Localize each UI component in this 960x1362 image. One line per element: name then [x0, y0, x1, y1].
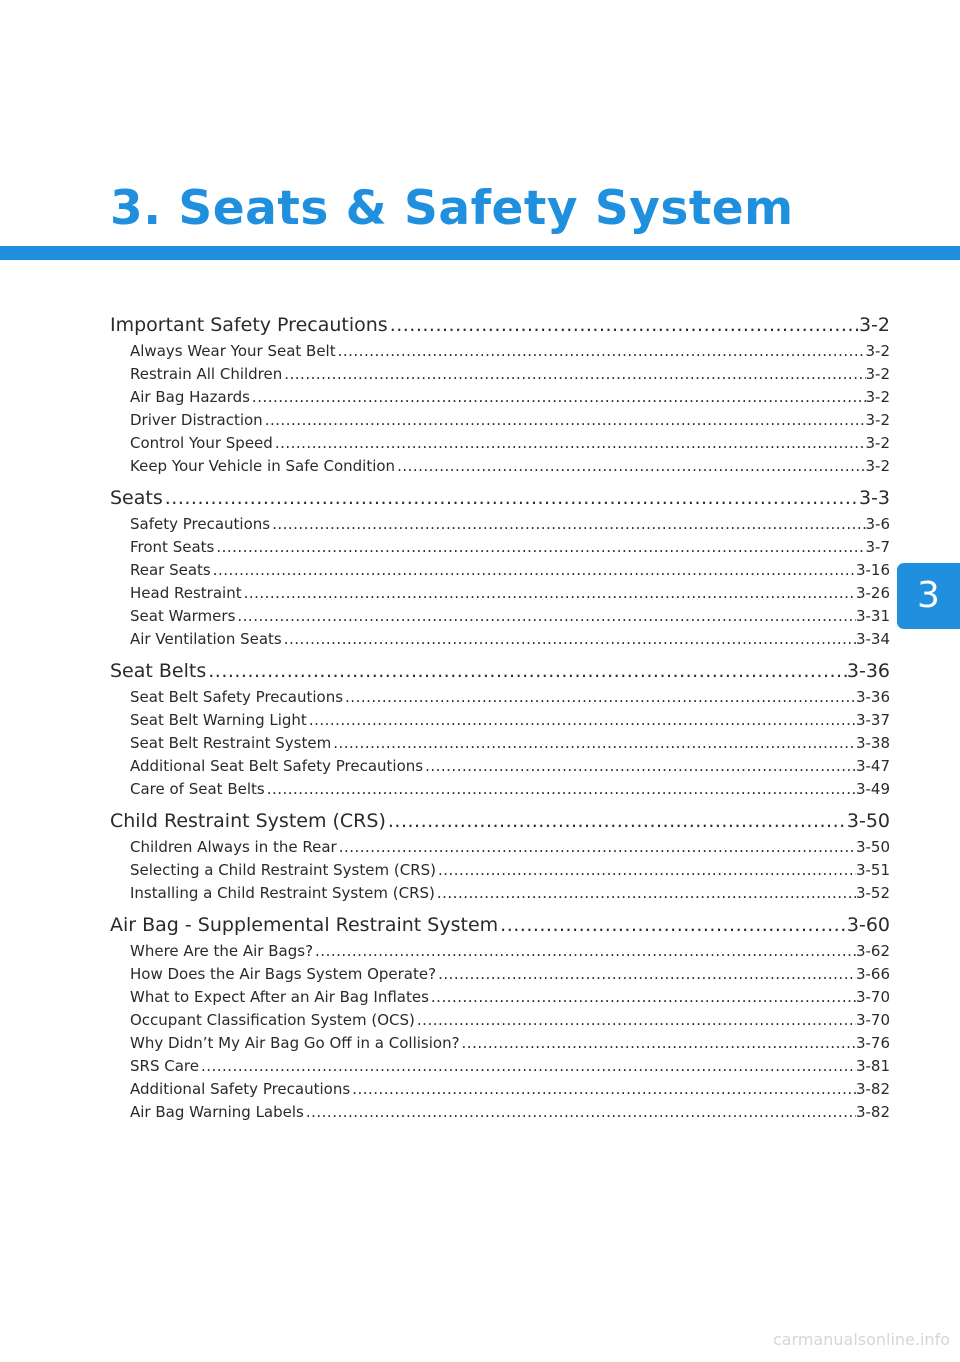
toc-item-title: Care of Seat Belts: [130, 780, 265, 798]
toc-item-installing-a-child-restraint-system-crs[interactable]: [110, 882, 890, 905]
title-underline-bar: [0, 246, 960, 260]
dot-leader: [350, 1078, 856, 1101]
toc-item-page-number: 3-70: [855, 1011, 890, 1029]
toc-item-title: Additional Seat Belt Safety Precautions: [130, 757, 424, 775]
dot-leader: [211, 559, 856, 582]
dot-leader: [265, 778, 856, 801]
toc-item-keep-your-vehicle-in-safe-condition[interactable]: [110, 455, 890, 478]
toc-item-page-number: 3-50: [855, 838, 890, 856]
toc-item-additional-safety-precautions[interactable]: [110, 1078, 890, 1101]
toc-item-page-number: 3-37: [855, 711, 890, 729]
toc-item-page-number: 3-16: [855, 561, 890, 579]
toc-item-page-number: 3-26: [855, 584, 890, 602]
toc-item-title: Driver Distraction: [130, 411, 263, 429]
toc-section-title: Air Bag - Supplemental Restraint System: [110, 914, 499, 936]
toc-item-title: SRS Care: [130, 1057, 199, 1075]
toc-section: [110, 910, 890, 1124]
toc-item-title: Occupant Classification System (OCS): [130, 1011, 415, 1029]
toc-item-title: Air Bag Warning Labels: [130, 1103, 304, 1121]
toc-section-page-number: 3-50: [846, 810, 890, 832]
toc-item-title: Selecting a Child Restraint System (CRS): [130, 861, 436, 879]
dot-leader: [250, 386, 866, 409]
toc-item-page-number: 3-2: [865, 365, 890, 383]
toc-item-page-number: 3-62: [855, 942, 890, 960]
toc-section: [110, 806, 890, 905]
toc-item-title: Air Ventilation Seats: [130, 630, 282, 648]
toc-item-title: What to Expect After an Air Bag Inflates: [130, 988, 429, 1006]
toc-item-page-number: 3-2: [865, 434, 890, 452]
dot-leader: [343, 686, 856, 709]
toc-item-rear-seats[interactable]: [110, 559, 890, 582]
dot-leader: [460, 1032, 856, 1055]
dot-leader: [395, 455, 865, 478]
toc-section: [110, 310, 890, 478]
toc-section-page-number: 3-36: [846, 660, 890, 682]
dot-leader: [235, 605, 856, 628]
toc-item-page-number: 3-82: [855, 1080, 890, 1098]
toc-item-seat-belt-warning-light[interactable]: [110, 709, 890, 732]
toc-item-title: Rear Seats: [130, 561, 211, 579]
toc-item-occupant-classification-system-ocs[interactable]: [110, 1009, 890, 1032]
toc-item-why-didn-t-my-air-bag-go-off-in-a-collision[interactable]: [110, 1032, 890, 1055]
toc-item-title: Control Your Speed: [130, 434, 273, 452]
toc-section-air-bag-supplemental-restraint-system[interactable]: [110, 910, 890, 940]
toc-item-title: Restrain All Children: [130, 365, 283, 383]
toc-item-title: Seat Warmers: [130, 607, 236, 625]
toc-item-seat-belt-safety-precautions[interactable]: [110, 686, 890, 709]
toc-section-seats[interactable]: [110, 483, 890, 513]
dot-leader: [386, 806, 847, 836]
dot-leader: [199, 1055, 856, 1078]
toc-item-safety-precautions[interactable]: [110, 513, 890, 536]
toc-item-head-restraint[interactable]: [110, 582, 890, 605]
dot-leader: [282, 628, 856, 651]
toc-item-title: Children Always in the Rear: [130, 838, 337, 856]
dot-leader: [307, 709, 856, 732]
toc-item-children-always-in-the-rear[interactable]: [110, 836, 890, 859]
toc-item-page-number: 3-82: [855, 1103, 890, 1121]
toc-item-air-bag-warning-labels[interactable]: [110, 1101, 890, 1124]
dot-leader: [304, 1101, 856, 1124]
toc-section-title: Important Safety Precautions: [110, 314, 388, 336]
toc-item-air-ventilation-seats[interactable]: [110, 628, 890, 651]
dot-leader: [313, 940, 856, 963]
dot-leader: [388, 310, 859, 340]
toc-item-page-number: 3-49: [855, 780, 890, 798]
toc-item-front-seats[interactable]: [110, 536, 890, 559]
dot-leader: [337, 836, 856, 859]
toc-section-title: Child Restraint System (CRS): [110, 810, 386, 832]
dot-leader: [270, 513, 865, 536]
toc-item-driver-distraction[interactable]: [110, 409, 890, 432]
toc-item-page-number: 3-70: [855, 988, 890, 1006]
toc-item-title: Air Bag Hazards: [130, 388, 250, 406]
toc-item-additional-seat-belt-safety-precautions[interactable]: [110, 755, 890, 778]
toc-item-title: How Does the Air Bags System Operate?: [130, 965, 437, 983]
toc-section-child-restraint-system-crs[interactable]: [110, 806, 890, 836]
toc-item-page-number: 3-2: [865, 388, 890, 406]
dot-leader: [436, 963, 856, 986]
toc-item-title: Installing a Child Restraint System (CRS): [130, 884, 435, 902]
dot-leader: [436, 859, 856, 882]
toc-item-title: Where Are the Air Bags?: [130, 942, 314, 960]
dot-leader: [423, 755, 856, 778]
toc-item-page-number: 3-38: [855, 734, 890, 752]
toc-item-title: Safety Precautions: [130, 515, 271, 533]
toc-item-page-number: 3-2: [865, 342, 890, 360]
toc-section-important-safety-precautions[interactable]: [110, 310, 890, 340]
toc-item-title: Additional Safety Precautions: [130, 1080, 351, 1098]
toc-item-seat-belt-restraint-system[interactable]: [110, 732, 890, 755]
toc-item-page-number: 3-76: [855, 1034, 890, 1052]
dot-leader: [163, 483, 859, 513]
toc-item-how-does-the-air-bags-system-operate[interactable]: [110, 963, 890, 986]
toc-item-control-your-speed[interactable]: [110, 432, 890, 455]
toc-item-what-to-expect-after-an-air-bag-inflates[interactable]: [110, 986, 890, 1009]
toc-section-title: Seats: [110, 487, 163, 509]
toc-item-page-number: 3-81: [855, 1057, 890, 1075]
toc-item-page-number: 3-7: [865, 538, 890, 556]
dot-leader: [263, 409, 866, 432]
toc-item-page-number: 3-52: [855, 884, 890, 902]
dot-leader: [331, 732, 856, 755]
toc-item-page-number: 3-34: [855, 630, 890, 648]
chapter-title: 3. Seats & Safety System: [110, 181, 794, 236]
dot-leader: [282, 363, 865, 386]
dot-leader: [273, 432, 866, 455]
toc-item-page-number: 3-2: [865, 457, 890, 475]
toc-item-srs-care[interactable]: [110, 1055, 890, 1078]
toc-item-always-wear-your-seat-belt[interactable]: [110, 340, 890, 363]
dot-leader: [429, 986, 856, 1009]
toc-item-title: Seat Belt Safety Precautions: [130, 688, 344, 706]
toc-item-title: Front Seats: [130, 538, 215, 556]
toc-item-page-number: 3-51: [855, 861, 890, 879]
toc-item-page-number: 3-31: [855, 607, 890, 625]
toc-section-title: Seat Belts: [110, 660, 207, 682]
dot-leader: [214, 536, 865, 559]
toc-section-page-number: 3-2: [858, 314, 890, 336]
toc-section-page-number: 3-60: [846, 914, 890, 936]
toc-item-restrain-all-children[interactable]: [110, 363, 890, 386]
dot-leader: [498, 910, 847, 940]
toc-item-title: Keep Your Vehicle in Safe Condition: [130, 457, 396, 475]
dot-leader: [435, 882, 856, 905]
dot-leader: [206, 656, 847, 686]
toc-item-page-number: 3-47: [855, 757, 890, 775]
toc-item-page-number: 3-36: [855, 688, 890, 706]
toc-item-title: Seat Belt Warning Light: [130, 711, 307, 729]
toc-section-seat-belts[interactable]: [110, 656, 890, 686]
toc-item-title: Head Restraint: [130, 584, 242, 602]
toc-item-selecting-a-child-restraint-system-crs[interactable]: [110, 859, 890, 882]
dot-leader: [242, 582, 856, 605]
toc-item-page-number: 3-66: [855, 965, 890, 983]
toc-section: [110, 483, 890, 651]
toc-item-page-number: 3-6: [865, 515, 890, 533]
toc-item-page-number: 3-2: [865, 411, 890, 429]
watermark-text: carmanualsonline.info: [772, 1330, 950, 1349]
toc-item-title: Always Wear Your Seat Belt: [130, 342, 336, 360]
toc-item-title: Why Didn’t My Air Bag Go Off in a Collision?: [130, 1034, 460, 1052]
toc-item-care-of-seat-belts[interactable]: [110, 778, 890, 801]
toc-section-page-number: 3-3: [858, 487, 890, 509]
toc-item-seat-warmers[interactable]: [110, 605, 890, 628]
toc-section: [110, 656, 890, 801]
toc-item-air-bag-hazards[interactable]: [110, 386, 890, 409]
dot-leader: [415, 1009, 856, 1032]
toc-item-where-are-the-air-bags[interactable]: [110, 940, 890, 963]
table-of-contents: [110, 310, 890, 1129]
chapter-tab[interactable]: 3: [897, 563, 960, 629]
toc-item-title: Seat Belt Restraint System: [130, 734, 332, 752]
dot-leader: [336, 340, 866, 363]
